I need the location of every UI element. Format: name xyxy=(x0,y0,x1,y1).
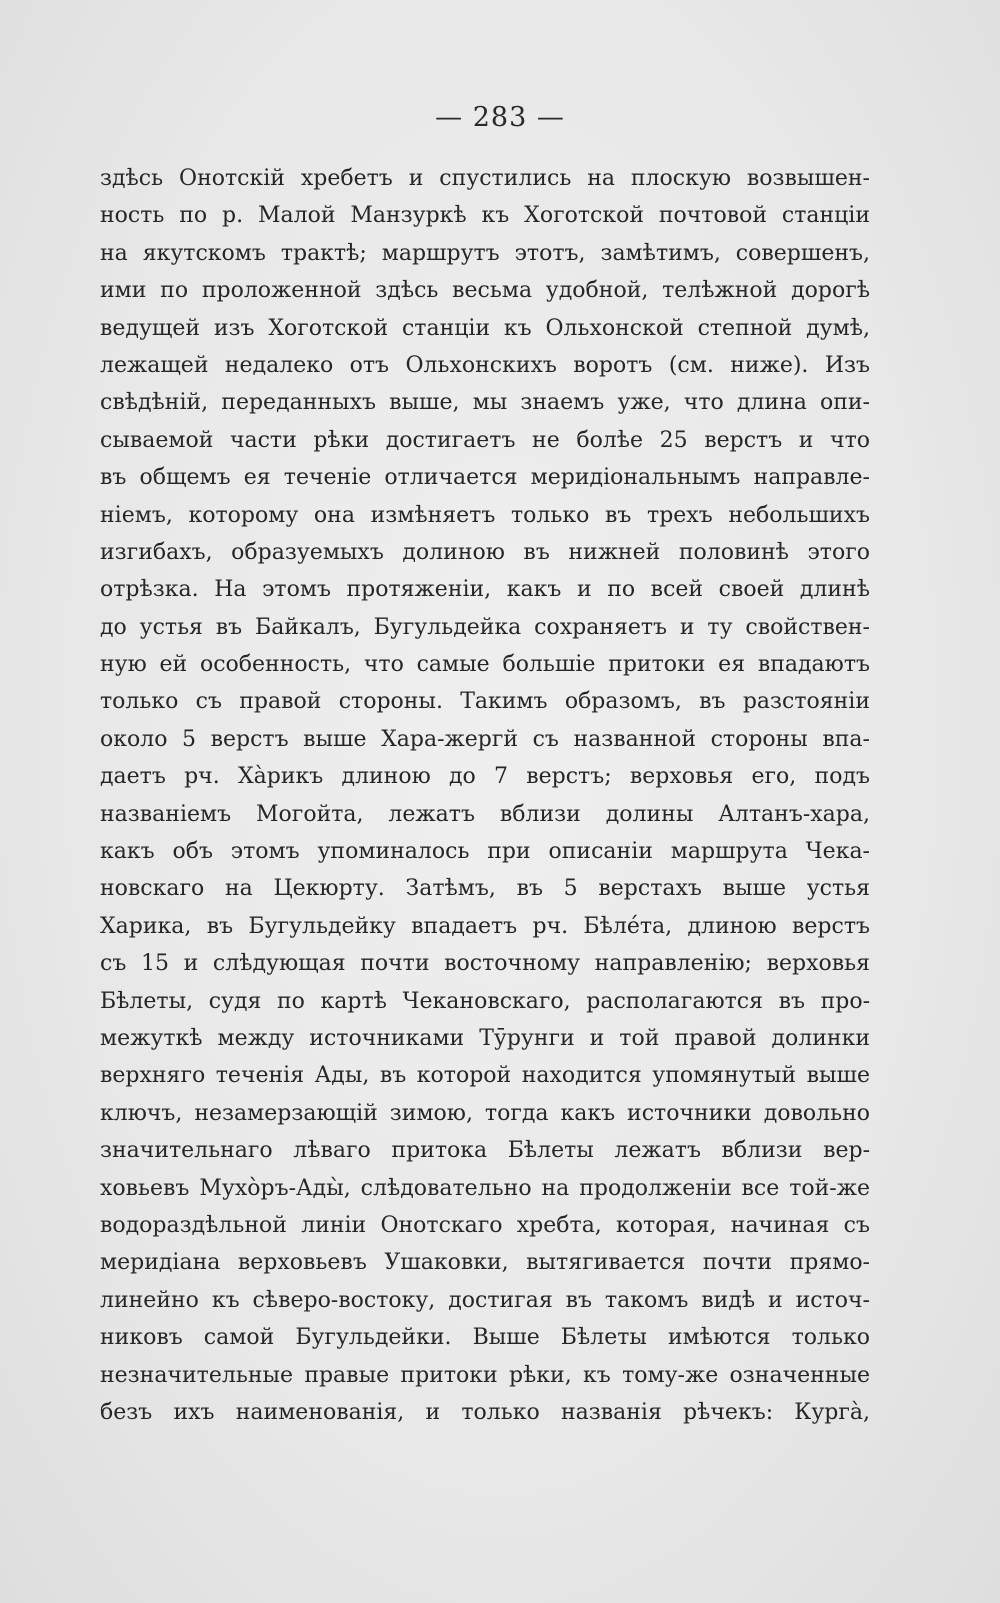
text-line: около 5 верстъ выше Хара-жергй съ названной стороны впа- xyxy=(100,726,870,752)
text-line: ніемъ, которому она измѣняетъ только въ трехъ небольшихъ xyxy=(100,502,870,528)
text-line: съ 15 и слѣдующая почти восточному направленію; верховья xyxy=(100,951,870,977)
text-line: верхняго теченія Ады, въ которой находится упомянутый выше xyxy=(100,1063,870,1089)
text-line: незначительные правые притоки рѣки, къ тому-же означенные xyxy=(100,1362,870,1388)
body-text xyxy=(100,160,870,1431)
text-line: свѣдѣній, переданныхъ выше, мы знаемъ уже, что длина опи- xyxy=(100,390,870,416)
text-line: линейно къ сѣверо-востоку, достигая въ такомъ видѣ и источ- xyxy=(100,1287,870,1313)
text-line: въ общемъ ея теченіе отличается меридіональнымъ направле- xyxy=(100,465,870,491)
text-line: даетъ рч. Ха̀рикъ длиною до 7 верстъ; верховья его, подъ xyxy=(100,764,870,790)
text-line: лежащей недалеко отъ Ольхонскихъ воротъ (см. ниже). Изъ xyxy=(100,352,870,378)
text-line: сываемой части рѣки достигаетъ не болѣе 25 верстъ и что xyxy=(100,427,870,453)
text-line: ность по р. Малой Манзуркѣ къ Хоготской почтовой станціи xyxy=(100,203,870,229)
text-line: никовъ самой Бугульдейки. Выше Бѣлеты имѣются только xyxy=(100,1325,870,1351)
text-line: значительнаго лѣваго притока Бѣлеты лежатъ вблизи вер- xyxy=(100,1138,870,1164)
text-line: ную ей особенность, что самые большіе притоки ея впадаютъ xyxy=(100,652,870,678)
text-line: названіемъ Могойта, лежатъ вблизи долины Алтанъ-хара, xyxy=(100,801,870,827)
text-line: Харика, въ Бугульдейку впадаетъ рч. Бѣле́та, длиною верстъ xyxy=(100,913,870,939)
text-line: новскаго на Цекюрту. Затѣмъ, въ 5 верстахъ выше устья xyxy=(100,876,870,902)
text-line: до устья въ Байкалъ, Бугульдейка сохраняетъ и ту свойствен- xyxy=(100,614,870,640)
text-line: ховьевъ Мухо̀ръ-Ады̀, слѣдовательно на продолженіи все той-же xyxy=(100,1175,870,1201)
text-line: какъ объ этомъ упоминалось при описаніи маршрута Чека- xyxy=(100,839,870,865)
text-line: только съ правой стороны. Такимъ образомъ, въ разстояніи xyxy=(100,689,870,715)
text-line: водораздѣльной линіи Онотскаго хребта, которая, начиная съ xyxy=(100,1212,870,1238)
text-line: на якутскомъ трактѣ; маршрутъ этотъ, замѣтимъ, совершенъ, xyxy=(100,240,870,266)
page-number: — 283 — xyxy=(435,102,565,133)
text-line: межуткѣ между источниками Тӯрунги и той правой долинки xyxy=(100,1025,870,1051)
text-line: меридіана верховьевъ Ушаковки, вытягивается почти прямо- xyxy=(100,1250,870,1276)
text-line: безъ ихъ наименованія, и только названія рѣчекъ: Курга̀, xyxy=(100,1399,870,1425)
text-line: здѣсь Онотскій хребетъ и спустились на плоскую возвышен- xyxy=(100,166,870,191)
text-line: отрѣзка. На этомъ протяженіи, какъ и по всей своей длинѣ xyxy=(100,577,870,603)
text-line: ведущей изъ Хоготской станціи къ Ольхонской степной думѣ, xyxy=(100,315,870,341)
text-line: изгибахъ, образуемыхъ долиною въ нижней половинѣ этого xyxy=(100,539,870,565)
text-line: ключъ, незамерзающій зимою, тогда какъ источники довольно xyxy=(100,1100,870,1126)
text-line: Бѣлеты, судя по картѣ Чекановскаго, располагаются въ про- xyxy=(100,988,870,1014)
text-line: ими по проложенной здѣсь весьма удобной, телѣжной дорогѣ xyxy=(100,278,870,304)
